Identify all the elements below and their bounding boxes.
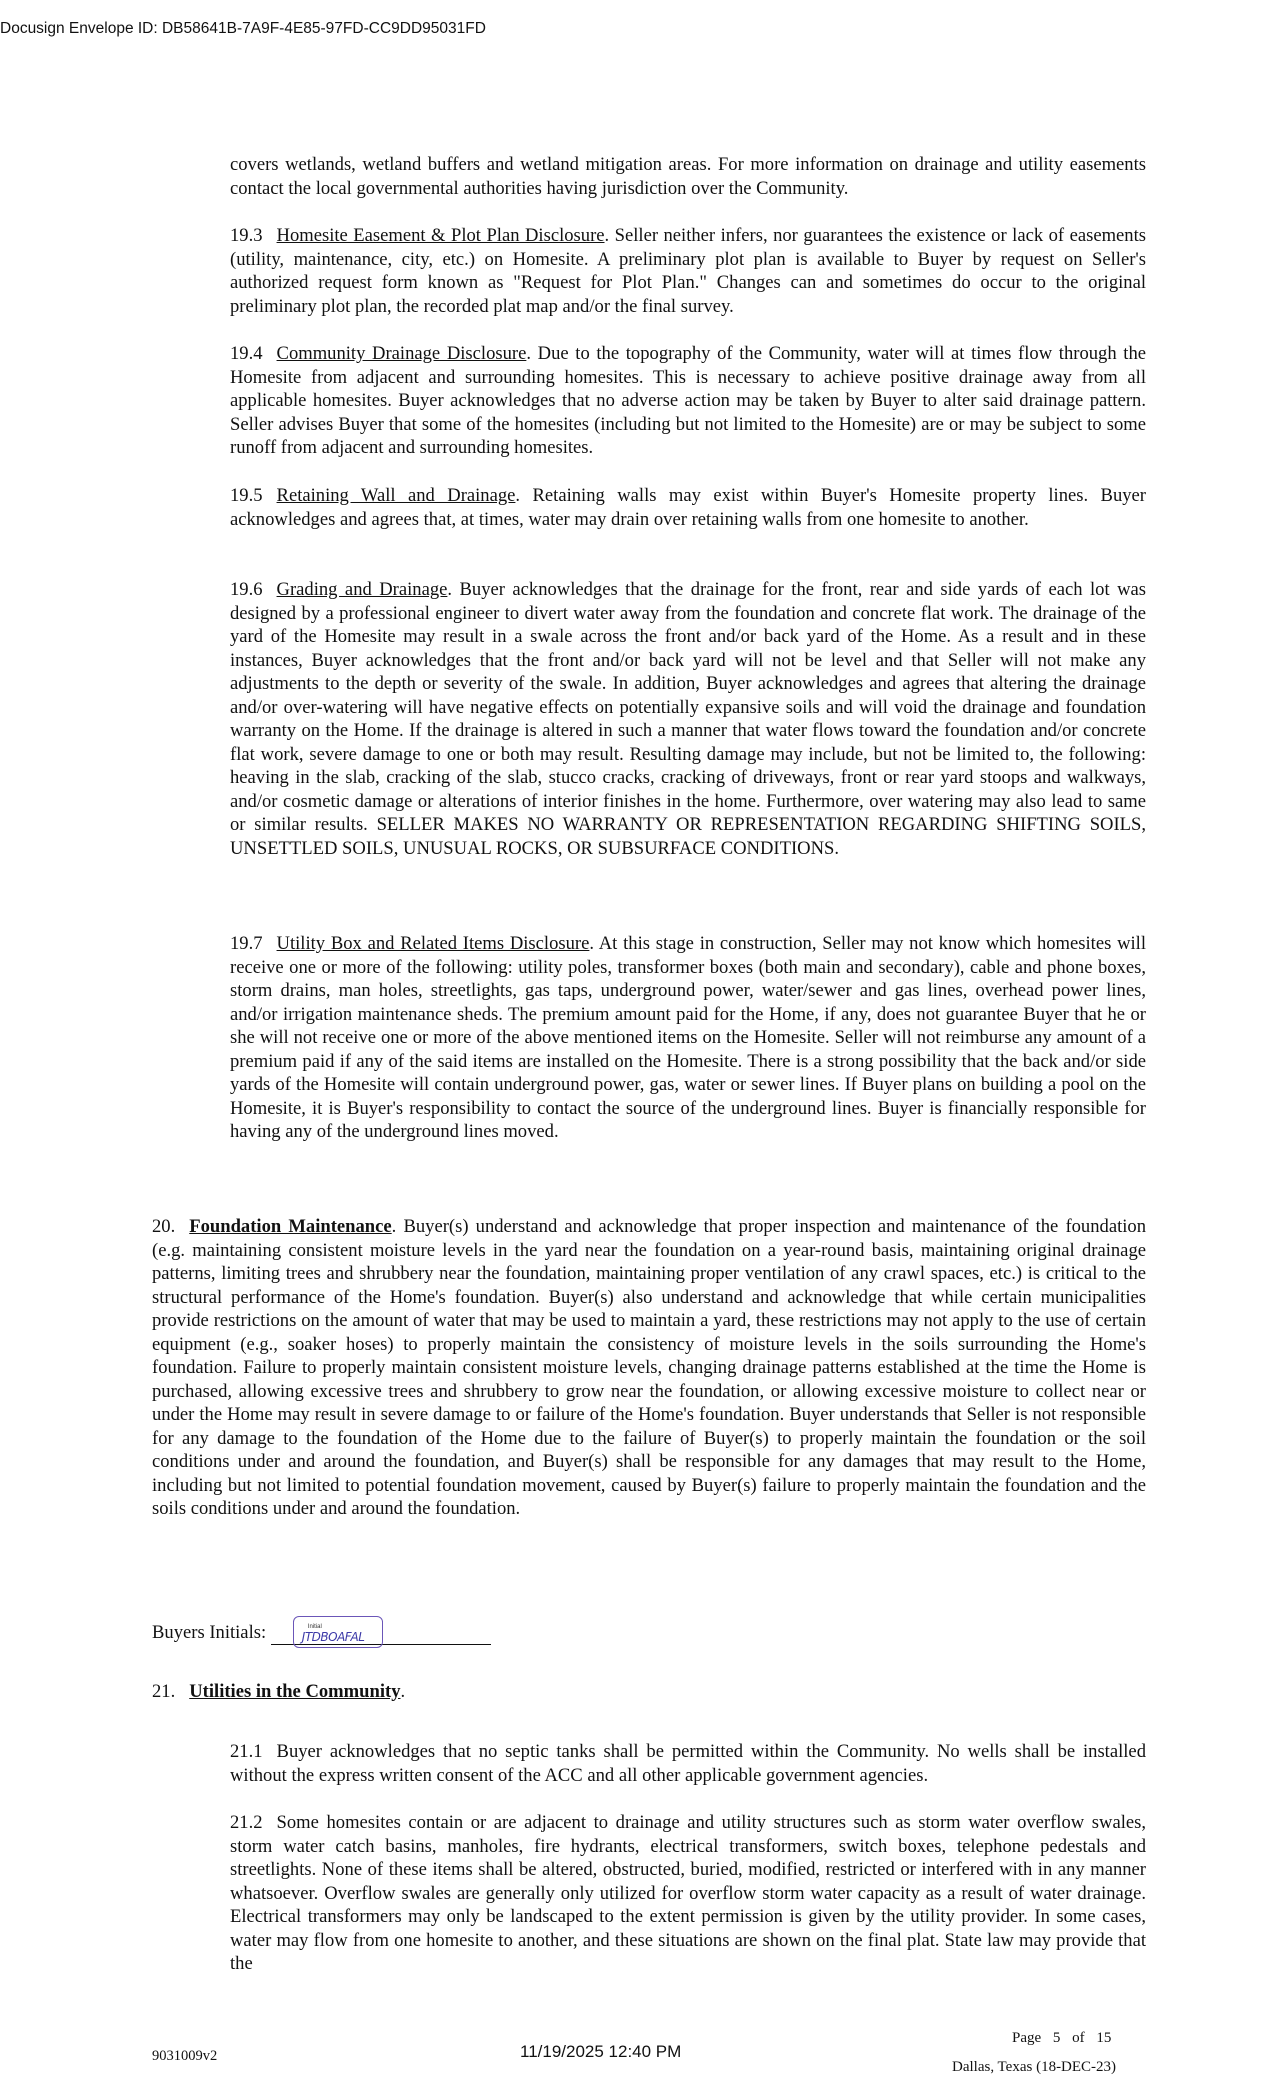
paragraph-intro: covers wetlands, wetland buffers and wetland mitigation areas. For more information on drainage and utility easements contact the local governmental authorities having jurisdiction over the Community. — [230, 154, 1146, 199]
section-body: . Buyer acknowledges that the drainage for the front, rear and side yards of each lot was designed by a professional engineer to divert water away from the foundation and concrete flat work. The drainage of the yard of the Homesite may result in a swale across the front and/or back yard of the Home. As a result and in these instances, Buyer acknowledges that the front and/or back yard will not be level and that Seller will not make any adjustments to the depth or severity of the swale. In addition, Buyer acknowledges and agrees that altering the drainage and/or over-watering will have negative effects on potentially expansive soils and will void the drainage and foundation warranty on the Home. If the drainage is altered in such a manner that water flows toward the foundation and/or concrete flat work, severe damage to one or both may result. Resulting damage may include, but not be limited to, the following: heaving in the slab, cracking of the slab, stucco cracks, cracking of driveways, front or rear yard stoops and walkways, and/or cosmetic damage or alterations of interior finishes in the home. Furthermore, over watering may also lead to same or similar results. SELLER MAKES NO WARRANTY OR REPRESENTATION REGARDING SHIFTING SOILS, UNSETTLED SOILS, UNUSUAL ROCKS, OR SUBSURFACE CONDITIONS. — [230, 579, 1146, 859]
page-label: Page — [1012, 2030, 1042, 2046]
section-title: Utilities in the Community — [189, 1681, 401, 1702]
page-total: 15 — [1096, 2030, 1112, 2046]
initials-signature-box[interactable] — [293, 1616, 383, 1648]
section-number: 19.7 — [230, 933, 263, 954]
envelope-id-text: Docusign Envelope ID: DB58641B-7A9F-4E85-97FD-CC9DD95031FD — [0, 20, 486, 37]
section-number: 19.4 — [230, 343, 263, 364]
section-number: 19.5 — [230, 485, 263, 506]
section-21-heading — [152, 1680, 1146, 1704]
section-20 — [152, 1215, 1146, 1521]
buyers-initials — [152, 1621, 491, 1645]
footer-page-number — [1012, 2030, 1111, 2047]
section-19-5 — [230, 484, 1146, 531]
footer-timestamp: 11/19/2025 12:40 PM — [520, 2042, 682, 2061]
section-title: Retaining Wall and Drainage — [276, 485, 516, 506]
section-body: . At this stage in construction, Seller may not know which homesites will receive one or more of the following: utility poles, transformer boxes (both main and secondary), cable and phone boxes, storm drains, man holes, streetlights, gas taps, underground power, water/sewer and gas lines, overhead power lines, and/or irrigation maintenance sheds. The premium amount paid for the Home, if any, does not guarantee Buyer that he or she will not receive one or more of the above mentioned items on the Homesite. Seller will not reimburse any amount of a premium paid if any of the said items are installed on the Homesite. There is a strong possibility that the back and/or side yards of the Homesite will contain underground power, gas, water or sewer lines. If Buyer plans on building a pool on the Homesite, it is Buyer's responsibility to contact the source of the underground lines. Buyer is financially responsible for having any of the underground lines moved. — [230, 933, 1146, 1142]
section-19-4 — [230, 342, 1146, 460]
section-body: Buyer acknowledges that no septic tanks shall be permitted within the Community. No wells shall be installed without the express written consent of the ACC and all other applicable government agencies. — [230, 1741, 1146, 1786]
page-number: 5 — [1052, 2030, 1061, 2046]
section-number: 19.3 — [230, 225, 263, 246]
initials-tag: Initial — [307, 1624, 322, 1630]
section-title: Utility Box and Related Items Disclosure — [276, 933, 590, 954]
initials-field[interactable] — [271, 1622, 491, 1645]
section-19-6 — [230, 578, 1146, 860]
section-21-2 — [230, 1811, 1146, 1976]
initials-label: Buyers Initials: — [152, 1622, 267, 1643]
section-number: 21. — [152, 1681, 176, 1702]
footer-location: Dallas, Texas (18-DEC-23) — [952, 2059, 1117, 2075]
section-19-3 — [230, 224, 1146, 318]
section-number: 21.1 — [230, 1741, 263, 1762]
section-number: 19.6 — [230, 579, 263, 600]
section-title: Homesite Easement & Plot Plan Disclosure — [276, 225, 605, 246]
footer-doc-id: 9031009v2 — [152, 2048, 218, 2064]
section-title: Foundation Maintenance — [189, 1216, 392, 1237]
section-title: Grading and Drainage — [276, 579, 448, 600]
section-body: Some homesites contain or are adjacent to drainage and utility structures such as storm water overflow swales, storm water catch basins, manholes, fire hydrants, electrical transformers, switch boxes, telephone pedestals and streetlights. None of these items shall be altered, obstructed, buried, modified, restricted or interfered with in any manner whatsoever. Overflow swales are generally only utilized for overflow storm water capacity as a result of water drainage. Electrical transformers may only be landscaped to the extent permission is given by the utility provider. In some cases, water may flow from one homesite to another, and these situations are shown on the final plat. State law may provide that the — [230, 1812, 1146, 1974]
section-number: 21.2 — [230, 1812, 263, 1833]
section-title: Community Drainage Disclosure — [276, 343, 527, 364]
section-body: . Seller neither infers, nor guarantees the existence or lack of easements (utility, maintenance, city, etc.) on Homesite. A preliminary plot plan is available to Buyer by request on Seller's authorized request form known as "Request for Plot Plan." Changes can and sometimes do occur to the original preliminary plot plan, the recorded plat map and/or the final survey. — [230, 225, 1146, 317]
page-of-label: of — [1072, 2030, 1085, 2046]
section-19-7 — [230, 932, 1146, 1144]
section-21-1 — [230, 1740, 1146, 1787]
section-body: . Retaining walls may exist within Buyer's Homesite property lines. Buyer acknowledges and agrees that, at times, water may drain over retaining walls from one homesite to another. — [230, 485, 1146, 530]
initials-signature: JTDBOAFAL — [301, 1630, 365, 1644]
section-body: . Due to the topography of the Community, water will at times flow through the Homesite from adjacent and surrounding homesites. This is necessary to achieve positive drainage away from all applicable homesites. Buyer acknowledges that no adverse action may be taken by Buyer to alter said drainage pattern. Seller advises Buyer that some of the homesites (including but not limited to the Homesite) are or may be subject to some runoff from adjacent and surrounding homesites. — [230, 343, 1146, 458]
section-title-tail: . — [400, 1681, 406, 1702]
section-body: . Buyer(s) understand and acknowledge that proper inspection and maintenance of the foundation (e.g. maintaining consistent moisture levels in the yard near the foundation on a year-round basis, maintaining original drainage patterns, limiting trees and shrubbery near the foundation, maintaining proper ventilation of any crawl spaces, etc.) is critical to the structural performance of the Home's foundation. Buyer(s) also understand and acknowledge that while certain municipalities provide restrictions on the amount of water that may be used to maintain a yard, these restrictions may not apply to the use of certain equipment (e.g., soaker hoses) to properly maintain the consistency of moisture levels in the soils surrounding the Home's foundation. Failure to properly maintain consistent moisture levels, changing drainage patterns established at the time the Home is purchased, allowing excessive trees and shrubbery to grow near the foundation, or allowing excessive moisture to collect near or under the Home may result in severe damage to or failure of the Home's foundation. Buyer understands that Seller is not responsible for any damage to the foundation of the Home due to the failure of Buyer(s) to properly maintain the foundation or the soil conditions under and around the foundation, and Buyer(s) shall be responsible for any damages that may result to the Home, including but not limited to potential foundation movement, caused by Buyer(s) failure to properly maintain the foundation and the soils conditions under and around the foundation. — [152, 1216, 1147, 1519]
section-number: 20. — [152, 1216, 176, 1237]
